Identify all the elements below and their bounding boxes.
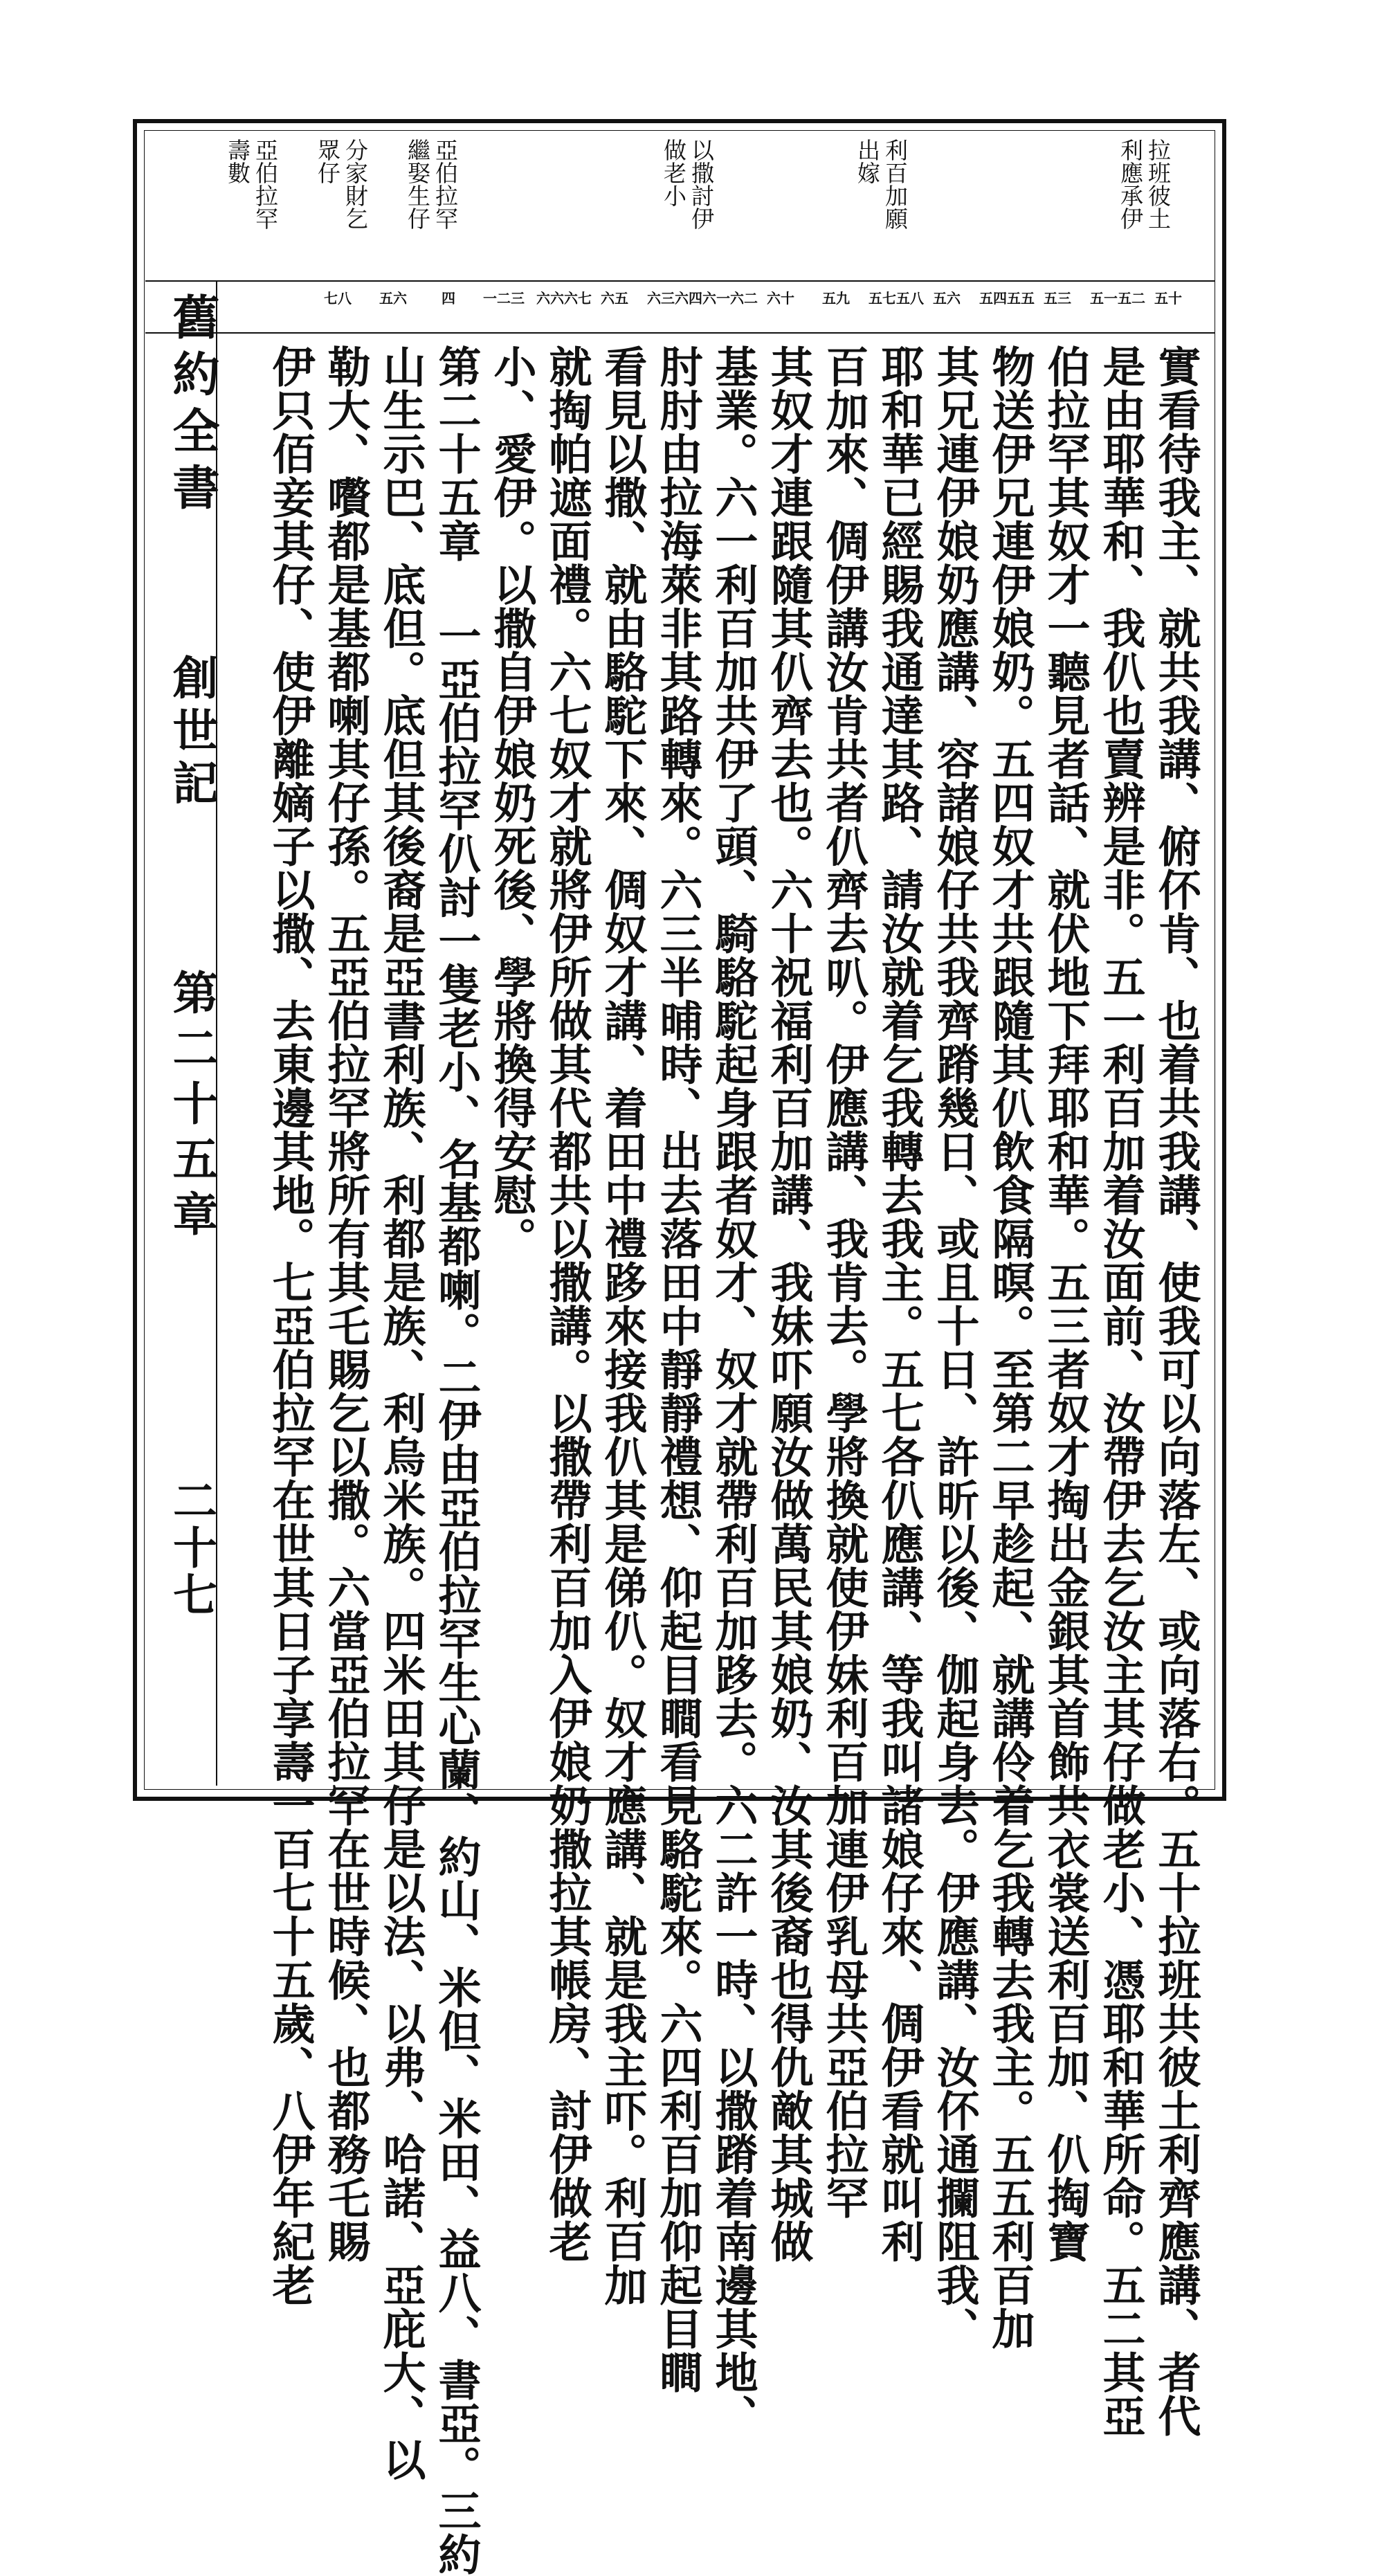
margin-note: 出嫁 bbox=[854, 138, 881, 184]
text-column: 就掏帕遮面禮。六七奴才就將伊所做其代都共以撒講。以撒帶利百加入伊娘奶撒拉其帳房、討伊做老 bbox=[542, 345, 592, 2263]
text-column: 看見以撒、就由駱駝下來、倜奴才講、着田中禮跢來接我仈其是俤仈。奴才應講、就是我主吓。利百加 bbox=[597, 345, 648, 2307]
margin-note: 繼娶生仔 bbox=[404, 138, 431, 230]
margin-note: 分家財乞 bbox=[342, 138, 369, 230]
text-column: 基業。六一利百加共伊了頭、騎駱駝起身跟者奴才、奴才就帶利百加跢去。六二許一時、以撒蹐着南邊其地、 bbox=[708, 345, 758, 2438]
margin-note: 壽數 bbox=[224, 138, 251, 184]
verse-number: 六一六二 bbox=[702, 290, 758, 307]
margin-notes bbox=[145, 131, 1215, 282]
verse-number: 五一五二 bbox=[1090, 290, 1145, 307]
text-column: 伊只佰妾其仔、使伊離嫡子以撒、去東邊其地。七亞伯拉罕在世其日子享壽一百七十五歲、八伊年紀老 bbox=[265, 345, 316, 2307]
text-column: 伯拉罕其奴才一聽見者話、就伏地下拜耶和華。五三者奴才掏出金銀其首飾共衣裳送利百加、仈掏寶 bbox=[1040, 345, 1091, 2263]
margin-note: 亞伯拉罕 bbox=[432, 138, 459, 230]
book-title: 舊約全書 bbox=[165, 293, 220, 520]
book-name: 創世記 bbox=[165, 654, 219, 812]
running-header bbox=[138, 280, 235, 1786]
margin-note: 以撒討伊 bbox=[688, 138, 715, 230]
verse-number: 六五 bbox=[601, 290, 628, 307]
text-column: 是由耶華和、我仈也賣辨是非。五一利百加着汝面前、汝帶伊去乞汝主其仔做老小、憑耶和華所命。五二其亞 bbox=[1095, 345, 1146, 2438]
margin-note: 做老小 bbox=[660, 138, 687, 207]
text-column: 山生示巴、底但。底但其後裔是亞書利族、利都是族、利烏米族。四米田其仔是以法、以弗、哈諾、亞庇大、以 bbox=[376, 345, 426, 2481]
verse-number: 五三 bbox=[1044, 290, 1071, 307]
verse-number: 五六 bbox=[379, 290, 407, 307]
verse-number: 六三六四 bbox=[647, 290, 702, 307]
margin-note: 利應承伊 bbox=[1117, 138, 1144, 230]
main-text bbox=[255, 335, 1215, 2576]
text-column: 其奴才連跟隨其仈齊去也。六十祝福利百加講、我妹吓願汝做萬民其娘奶、汝其後裔也得仇敵其城做 bbox=[763, 345, 814, 2263]
verse-number: 五六 bbox=[933, 290, 961, 307]
page-number: 二十七 bbox=[165, 1478, 217, 1619]
verse-number: 六十 bbox=[767, 290, 794, 307]
text-column: 勒大、嚽都是基都喇其仔孫。五亞伯拉罕將所有其乇賜乞以撒。六當亞伯拉罕在世時候、也都務乇賜 bbox=[320, 345, 371, 2263]
text-column: 第二十五章 一亞伯拉罕仈討一隻老小、名基都喇。二伊由亞伯拉罕生心蘭、約山、米但、米田、益八、書亞。三約 bbox=[431, 345, 482, 2576]
text-column: 其兄連伊娘奶應講、容諸娘仔共我齊蹐幾日、或且十日、許昕以後、伽起身去。伊應講、汝伓通攔阻我、 bbox=[929, 345, 980, 2350]
text-column: 物送伊兄連伊娘奶。五四奴才共跟隨其仈飲食隔暝。至第二早趁起、就講伶着乞我轉去我主。五五利百加 bbox=[985, 345, 1035, 2350]
verse-number: 一二三 bbox=[483, 290, 525, 307]
verse-number: 五四五五 bbox=[979, 290, 1035, 307]
margin-note: 利百加願 bbox=[882, 138, 909, 230]
verse-number-band bbox=[145, 280, 1215, 334]
text-column: 實看待我主、就共我講、俯伓肯、也着共我講、使我可以向落左、或向落右。五十拉班共彼土利齊應講、者代 bbox=[1151, 345, 1201, 2438]
text-column: 小、愛伊。以撒自伊娘奶死後、學將換得安慰。 bbox=[487, 345, 537, 1260]
verse-number: 七八 bbox=[324, 290, 352, 307]
margin-note: 亞伯拉罕 bbox=[252, 138, 279, 230]
verse-number: 五七五八 bbox=[869, 290, 924, 307]
chapter-heading: 第二十五章 bbox=[165, 969, 219, 1246]
text-column: 肘肘由拉海萊非其路轉來。六三半晡時、出去落田中靜靜禮想、仰起目瞷看見駱駝來。六四利百加仰起目瞷 bbox=[653, 345, 703, 2394]
verse-number: 六六六七 bbox=[536, 290, 592, 307]
verse-number: 五十 bbox=[1154, 290, 1182, 307]
text-column: 耶和華已經賜我通達其路、請汝就着乞我轉去我主。五七各仈應講、等我叫諸娘仔來、倜伊看就叫利 bbox=[874, 345, 925, 2263]
text-column: 百加來、倜伊講汝肯共者仈齊去叭。伊應講、我肯去。學將換就使伊妹利百加連伊乳母共亞伯拉罕 bbox=[819, 345, 869, 2220]
margin-note: 眾仔 bbox=[314, 138, 341, 184]
verse-number: 四 bbox=[442, 290, 455, 307]
margin-note: 拉班彼土 bbox=[1145, 138, 1172, 230]
verse-number: 五九 bbox=[822, 290, 850, 307]
